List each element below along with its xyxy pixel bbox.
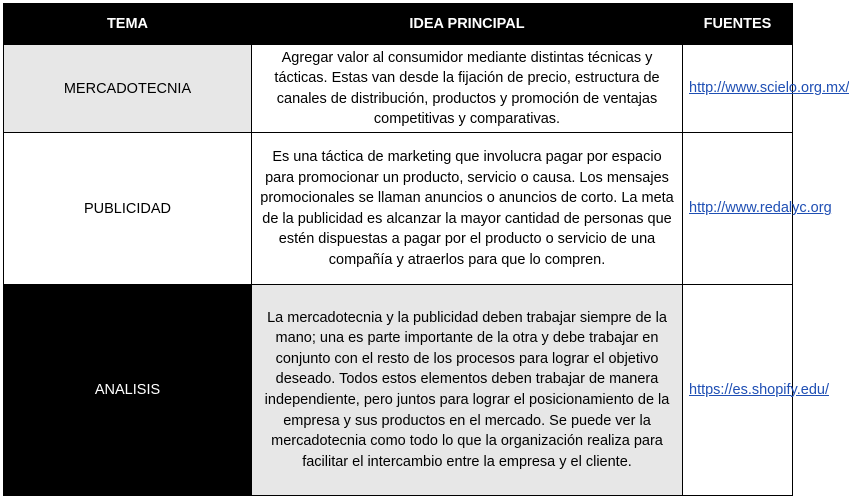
- idea-cell: Es una táctica de marketing que involucra pagar por espacio para promocionar un producto, servicio o causa. Los mensajes promocionales se llaman anuncios o anuncios de corto. La meta de la publicidad es alcanzar la mayor cantidad de personas que estén dispuestas a pagar por el producto o servicio de una compañía y atraerlos para que lo compren.: [252, 133, 683, 285]
- table-row: [4, 285, 793, 496]
- idea-cell: Agregar valor al consumidor mediante distintas técnicas y tácticas. Estas van desde la fijación de precio, estructura de canales de distribución, productos y promoción de ventajas competitivas y comparativas.: [252, 45, 683, 133]
- tema-cell: MERCADOTECNIA: [4, 45, 252, 133]
- table-row: [4, 133, 793, 285]
- fuente-cell: [683, 133, 832, 285]
- fuente-cell: [683, 285, 829, 496]
- idea-cell: La mercadotecnia y la publicidad deben trabajar siempre de la mano; una es parte importante de la otra y debe trabajar en conjunto con el resto de los procesos para lograr el objetivo deseado. Todos estos elementos deben trabajar de manera independiente, pero juntos para lograr el posicionamiento de la empresa y sus productos en el mercado. Se puede ver la mercadotecnia como todo lo que la organización realiza para facilitar el intercambio entre la empresa y el cliente.: [252, 285, 683, 496]
- table-row: [4, 45, 793, 133]
- header-fuentes: FUENTES: [683, 4, 793, 45]
- tema-cell: ANALISIS: [4, 285, 252, 496]
- topics-table: [3, 3, 849, 496]
- source-link[interactable]: http://www.redalyc.org: [689, 200, 832, 217]
- source-link[interactable]: http://www.scielo.org.mx/: [689, 80, 849, 97]
- source-link[interactable]: https://es.shopify.edu/: [689, 381, 829, 398]
- header-row: [4, 4, 793, 45]
- fuente-cell: [683, 45, 849, 133]
- header-idea-principal: IDEA PRINCIPAL: [252, 4, 683, 45]
- header-tema: TEMA: [4, 4, 252, 45]
- tema-cell: PUBLICIDAD: [4, 133, 252, 285]
